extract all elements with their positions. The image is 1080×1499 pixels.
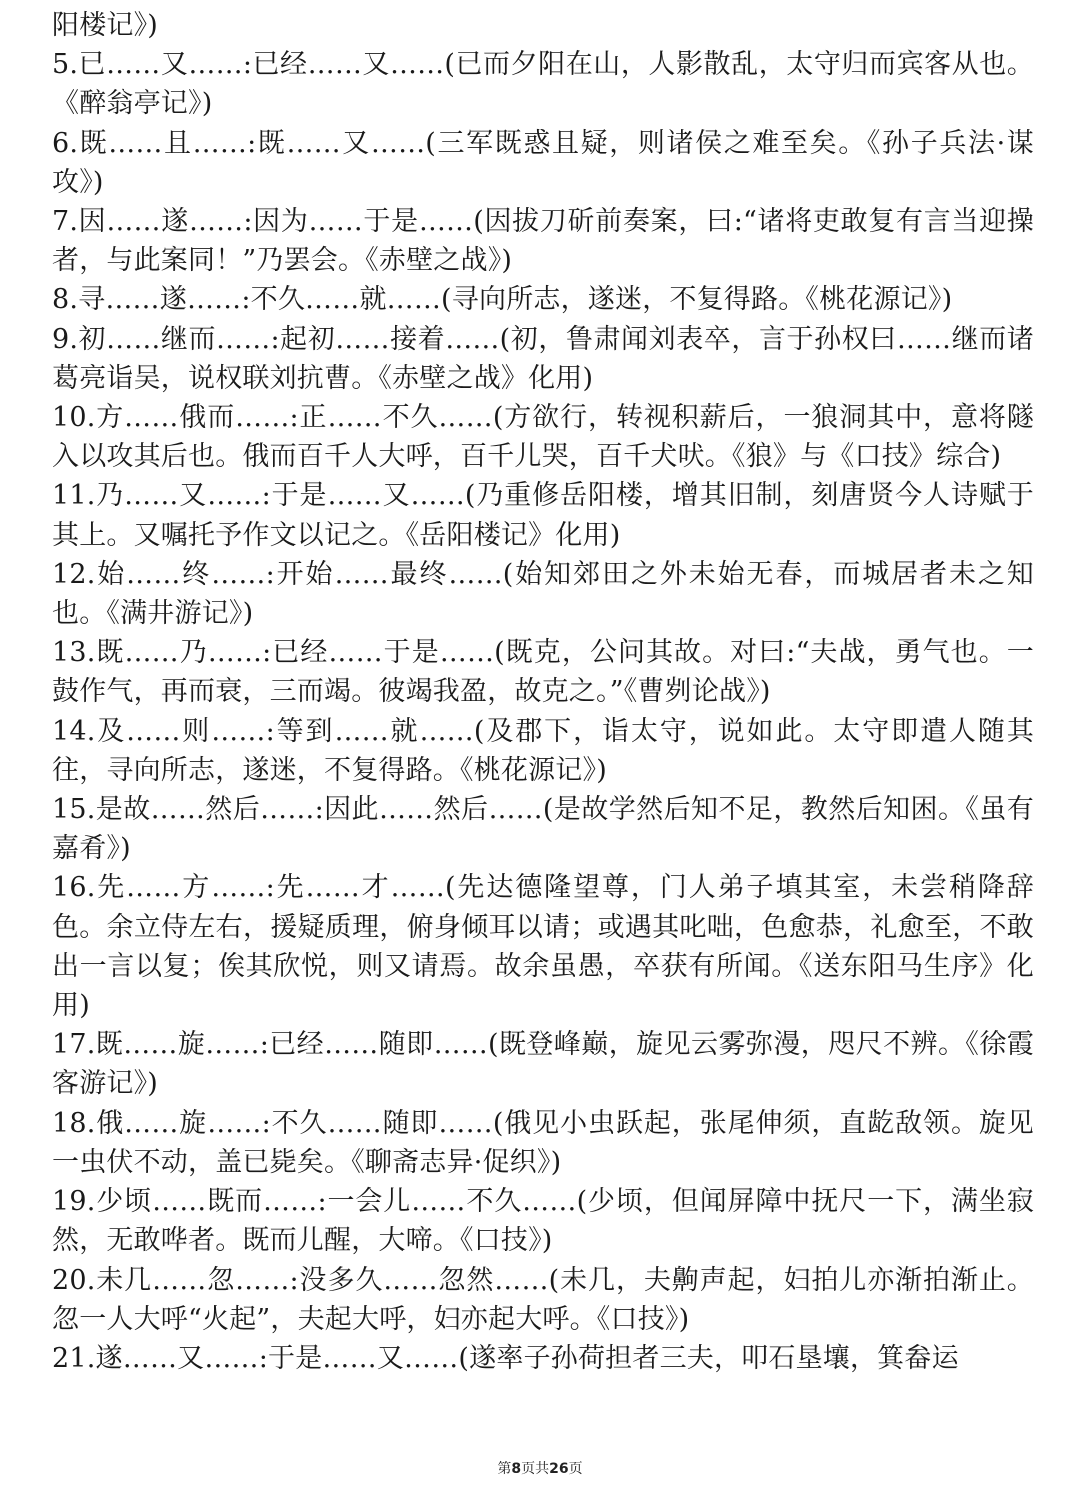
footer-suffix: 页 xyxy=(568,1461,583,1477)
footer-middle: 页共 xyxy=(521,1461,550,1477)
paragraph-item-11: 11.乃……又……:于是……又……(乃重修岳阳楼，增其旧制，刻唐贤今人诗赋于其上。又嘱托予作文以记之。《岳阳楼记》化用) xyxy=(52,480,1034,551)
paragraph-item-5: 5.已……又……:已经……又……(已而夕阳在山，人影散乱，太守归而宾客从也。《醉翁亭记》) xyxy=(52,49,1034,120)
paragraph-item-6: 6.既……且……:既……又……(三军既惑且疑，则诸侯之难至矣。《孙子兵法·谋攻》) xyxy=(52,127,1034,198)
footer-current-page: 8 xyxy=(511,1461,522,1477)
page-footer xyxy=(0,1458,1080,1478)
paragraph-item-15: 15.是故……然后……:因此……然后……(是故学然后知不足，教然后知困。《虽有嘉肴》) xyxy=(52,794,1034,865)
footer-total-pages: 26 xyxy=(549,1461,569,1477)
paragraph-item-9: 9.初……继而……:起初……接着……(初，鲁肃闻刘表卒，言于孙权曰……继而诸葛亮诣吴，说权联刘抗曹。《赤壁之战》化用) xyxy=(52,323,1034,394)
paragraph-continuation: 阳楼记》) xyxy=(52,10,159,41)
paragraph-item-17: 17.既……旋……:已经……随即……(既登峰巅，旋见云雾弥漫，咫尺不辨。《徐霞客游记》) xyxy=(52,1029,1034,1100)
paragraph-item-14: 14.及……则……:等到……就……(及郡下，诣太守，说如此。太守即遣人随其往，寻向所志，遂迷，不复得路。《桃花源记》) xyxy=(52,715,1034,786)
paragraph-item-12: 12.始……终……:开始……最终……(始知郊田之外未始无春，而城居者未之知也。《满井游记》) xyxy=(52,558,1034,630)
paragraph-item-8: 8.寻……遂……:不久……就……(寻向所志，遂迷，不复得路。《桃花源记》) xyxy=(52,284,953,316)
paragraph-item-10: 10.方……俄而……:正……不久……(方欲行，转视积薪后，一狼洞其中，意将隧入以攻其后也。俄而百千人大呼，百千儿哭，百千犬吠。《狼》与《口技》综合) xyxy=(52,402,1034,473)
paragraph-item-21: 21.遂……又……:于是……又……(遂率子孙荷担者三夫，叩石垦壤，箕畚运 xyxy=(52,1342,959,1374)
paragraph-item-13: 13.既……乃……:已经……于是……(既克，公问其故。对曰:“夫战，勇气也。一鼓作气，再而衰，三而竭。彼竭我盈，故克之。”《曹刿论战》) xyxy=(52,637,1034,708)
footer-prefix: 第 xyxy=(497,1461,512,1477)
paragraph-item-20: 20.未几……忽……:没多久……忽然……(未几，夫齁声起，妇拍儿亦渐拍渐止。忽一人大呼“火起”，夫起大呼，妇亦起大呼。《口技》) xyxy=(52,1264,1034,1335)
document-body xyxy=(52,6,1034,1378)
paragraph-item-16: 16.先……方……:先……才……(先达德隆望尊，门人弟子填其室，未尝稍降辞色。余立侍左右，援疑质理，俯身倾耳以请；或遇其叱咄，色愈恭，礼愈至，不敢出一言以复；俟其欣悦，则又请焉。故余虽愚，卒获有所闻。《送东阳马生序》化用) xyxy=(52,872,1034,1022)
paragraph-item-19: 19.少顷……既而……:一会儿……不久……(少顷，但闻屏障中抚尺一下，满坐寂然，无敢哗者。既而儿醒，大啼。《口技》) xyxy=(52,1186,1034,1257)
paragraph-item-18: 18.俄……旋……:不久……随即……(俄见小虫跃起，张尾伸须，直龁敌领。旋见一虫伏不动，盖已毙矣。《聊斋志异·促织》) xyxy=(52,1107,1034,1178)
paragraph-item-7: 7.因……遂……:因为……于是……(因拔刀斫前奏案，曰:“诸将吏敢复有言当迎操者，与此案同！”乃罢会。《赤壁之战》) xyxy=(52,206,1034,277)
